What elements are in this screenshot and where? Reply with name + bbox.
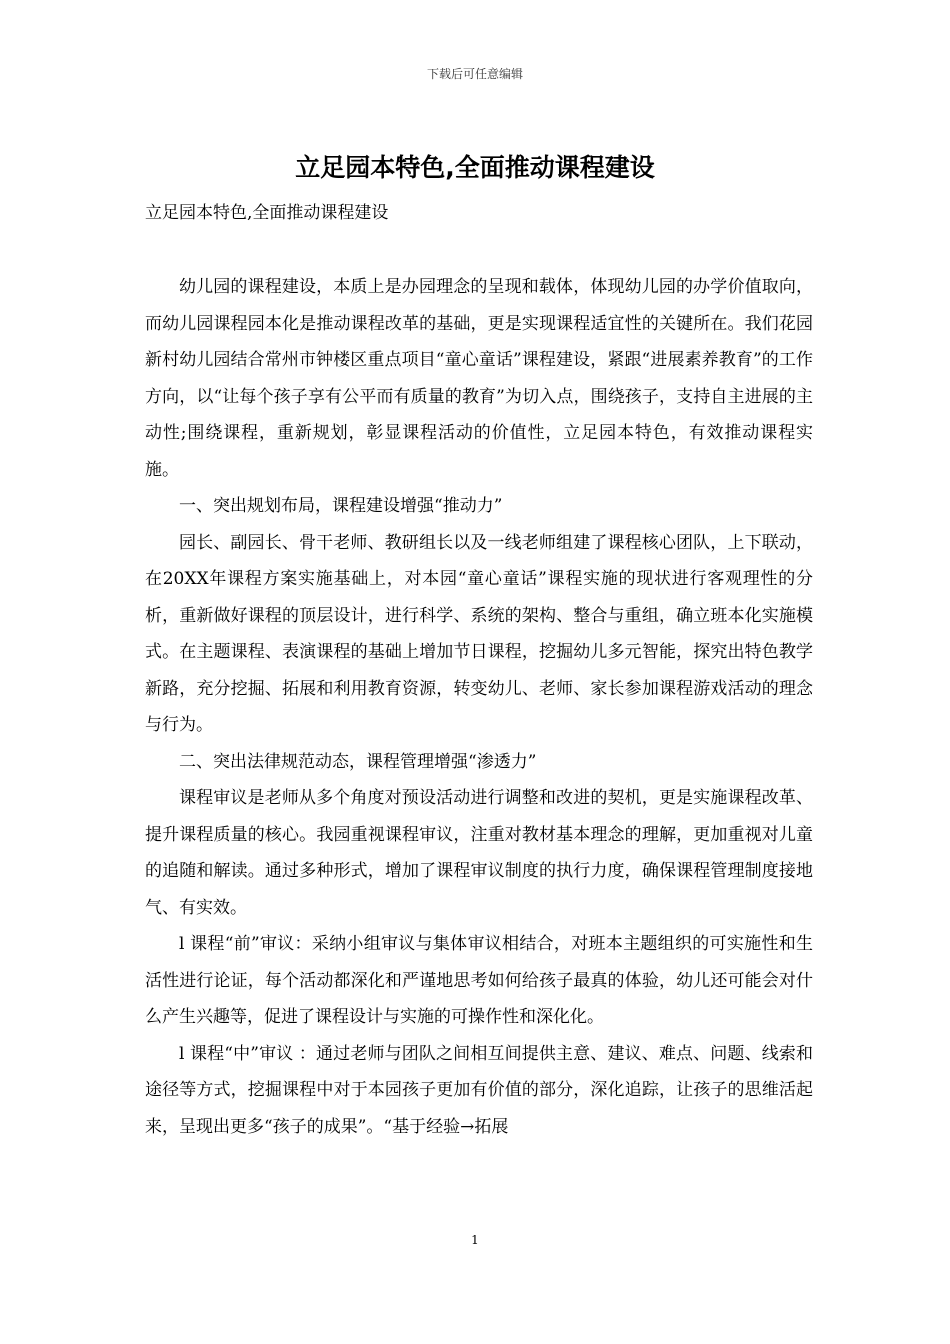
list-item-mid-review: l 课程“中”审议 ：通过老师与团队之间相互间提供主意、建议、难点、问题、线索和途径等方式，挖掘课程中对于本园孩子更加有价值的部分，深化追踪，让孩子的思维活起来，呈现出更多“孩子的成果”。“基于经验→拓展 xyxy=(145,1043,813,1137)
document-subtitle: 立足园本特色,全面推动课程建设 xyxy=(145,203,389,223)
section-heading-1: 一、突出规划布局，课程建设增强“推动力” xyxy=(179,496,503,516)
paragraph-section-1: 园长、副园长、骨干老师、教研组长以及一线老师组建了课程核心团队，上下联动，在20XX年课程方案实施基础上，对本园“童心童话”课程实施的现状进行客观理性的分析，重新做好课程的顶层设计，进行科学、系统的架构、整合与重组，确立班本化实施模式。在主题课程、表演课程的基础上增加节日课程，挖掘幼儿多元智能，探究出特色教学新路，充分挖掘、拓展和利用教育资源，转变幼儿、老师、家长参加课程游戏活动的理念与行为。 xyxy=(145,532,813,735)
document-title: 立足园本特色,全面推动课程建设 xyxy=(295,153,655,182)
header-note: 下载后可任意编辑 xyxy=(426,67,523,81)
paragraph-intro: 幼儿园的课程建设，本质上是办园理念的呈现和载体，体现幼儿园的办学价值取向，而幼儿园课程园本化是推动课程改革的基础，更是实现课程适宜性的关键所在。我们花园新村幼儿园结合常州市钟楼区重点项目“童心童话”课程建设，紧跟“进展素养教育”的工作方向，以“让每个孩子享有公平而有质量的教育”为切入点，围绕孩子，支持自主进展的主动性;围绕课程，重新规划，彰显课程活动的价值性，立足园本特色，有效推动课程实施。 xyxy=(145,277,813,480)
document-body xyxy=(145,269,813,1145)
page-number: 1 xyxy=(471,1233,479,1247)
list-item-pre-review: l 课程“前”审议：采纳小组审议与集体审议相结合，对班本主题组织的可实施性和生活性进行论证，每个活动都深化和严谨地思考如何给孩子最真的体验，幼儿还可能会对什么产生兴趣等，促进了课程设计与实施的可操作性和深化化。 xyxy=(145,934,813,1027)
section-heading-2: 二、突出法律规范动态，课程管理增强“渗透力” xyxy=(179,751,537,772)
paragraph-section-2: 课程审议是老师从多个角度对预设活动进行调整和改进的契机，更是实施课程改革、提升课程质量的核心。我园重视课程审议，注重对教材基本理念的理解，更加重视对儿童的追随和解读。通过多种形式，增加了课程审议制度的执行力度，确保课程管理制度接地气、有实效。 xyxy=(145,788,813,918)
